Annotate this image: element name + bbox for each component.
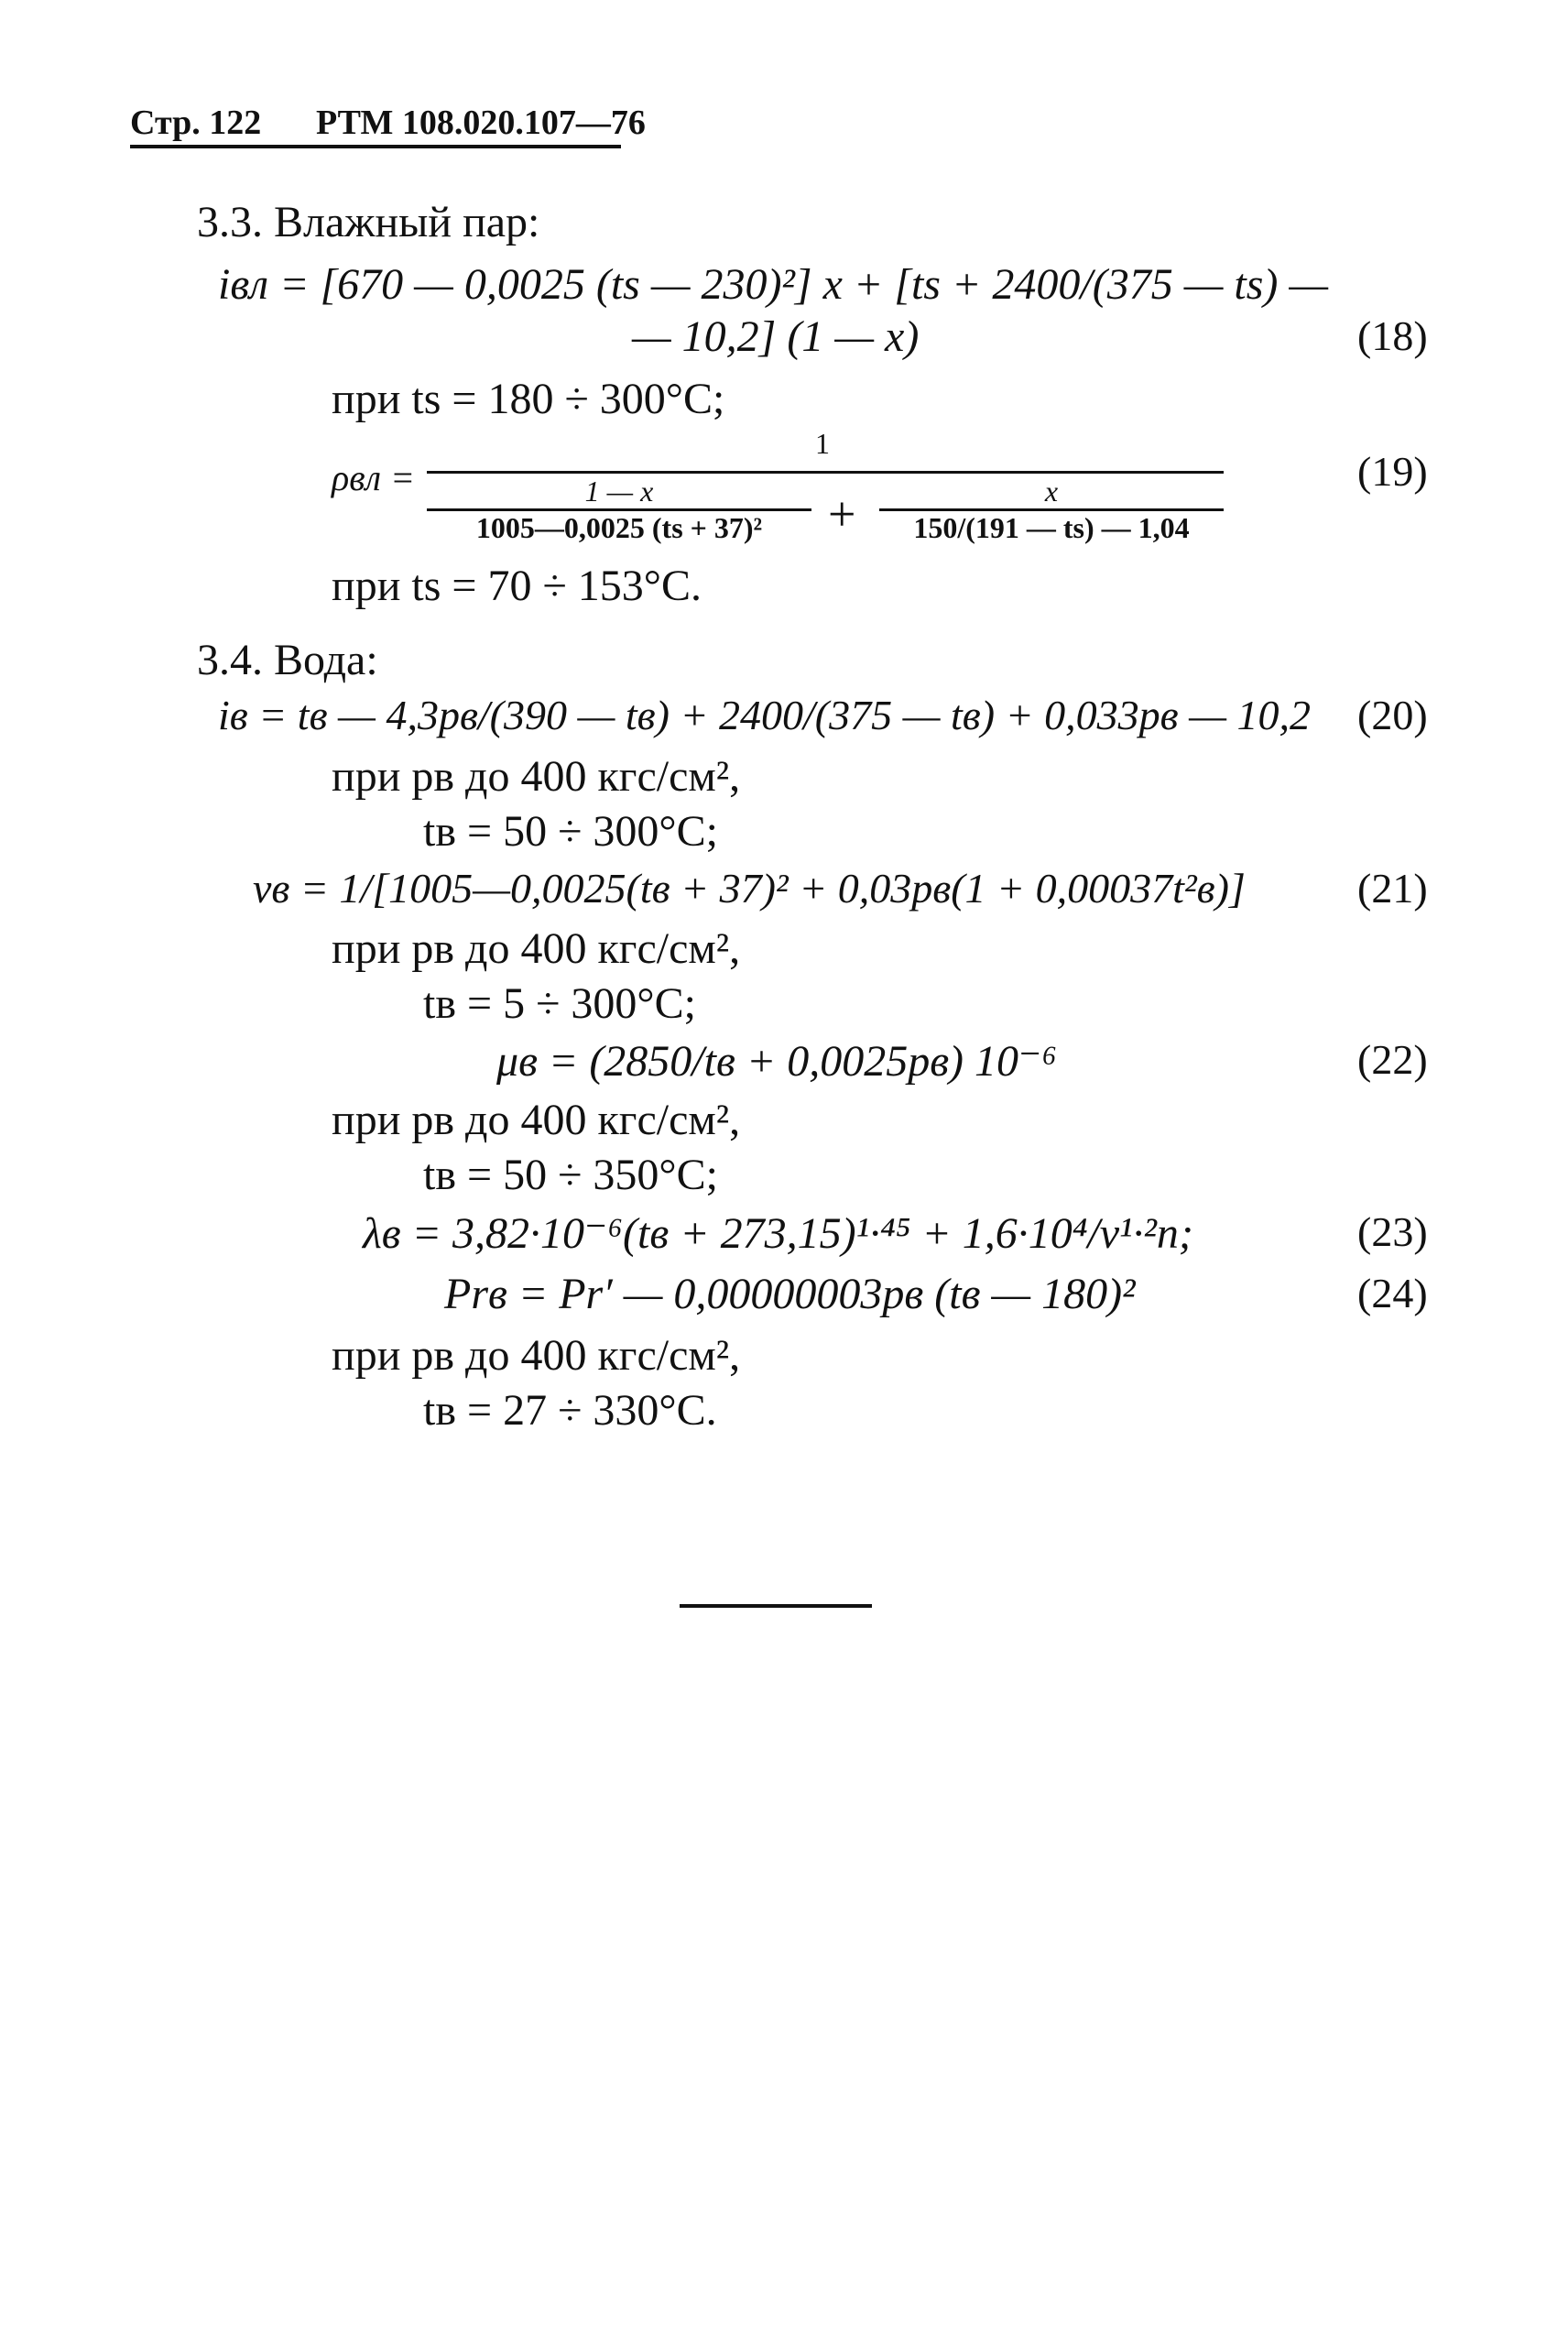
- equation-19-lhs: ρвл =: [332, 457, 415, 498]
- condition-20-pressure: при pв до 400 кгс/см²,: [332, 752, 741, 801]
- equation-22: μв = (2850/tв + 0,0025pв) 10⁻⁶: [496, 1037, 1058, 1086]
- condition-19: при ts = 70 ÷ 153°C.: [332, 562, 702, 610]
- equation-number-19: (19): [1357, 448, 1428, 495]
- end-rule: [680, 1604, 872, 1608]
- condition-22-temperature: tв = 50 ÷ 350°C;: [423, 1151, 718, 1199]
- equation-19-f1-denominator: 1005—0,0025 (ts + 37)²: [475, 511, 763, 544]
- equation-19-plus: +: [828, 486, 856, 541]
- equation-18-line1: iвл = [670 — 0,0025 (ts — 230)²] x + [ts + 2400/(375 — ts) —: [218, 260, 1329, 309]
- equation-19-f1-numerator: 1 — x: [584, 475, 654, 508]
- equation-number-21: (21): [1357, 865, 1428, 912]
- equation-19-fraction-2: [879, 475, 1224, 545]
- page-number: Стр. 122: [130, 104, 262, 142]
- equation-number-23: (23): [1357, 1208, 1428, 1255]
- equation-19-f2-denominator: 150/(191 — ts) — 1,04: [913, 511, 1190, 544]
- condition-18: при ts = 180 ÷ 300°C;: [332, 375, 725, 423]
- equation-number-24: (24): [1357, 1270, 1428, 1316]
- equation-21: vв = 1/[1005—0,0025(tв + 37)² + 0,03pв(1 + 0,00037t²в)]: [253, 865, 1246, 912]
- equation-19-main-bar: [427, 471, 1224, 474]
- section-heading-3-4: 3.4. Вода:: [197, 636, 378, 684]
- document-code: РТМ 108.020.107—76: [316, 104, 646, 142]
- equation-19-fraction-1: [427, 475, 811, 545]
- equation-number-18: (18): [1357, 312, 1428, 359]
- equation-18-line2: — 10,2] (1 — x): [632, 312, 920, 361]
- equation-20: iв = tв — 4,3pв/(390 — tв) + 2400/(375 — tв) + 0,033pв — 10,2: [218, 692, 1311, 738]
- equation-19-f2-numerator: x: [1044, 475, 1059, 508]
- condition-20-temperature: tв = 50 ÷ 300°C;: [423, 807, 718, 856]
- header-rule: [130, 145, 621, 148]
- condition-21-temperature: tв = 5 ÷ 300°C;: [423, 979, 696, 1028]
- equation-23: λв = 3,82·10⁻⁶(tв + 273,15)¹·⁴⁵ + 1,6·10⁴/v¹·²n;: [363, 1209, 1193, 1258]
- equation-number-20: (20): [1357, 692, 1428, 738]
- section-heading-3-3: 3.3. Влажный пар:: [197, 198, 540, 246]
- equation-19-top: 1: [815, 427, 830, 460]
- condition-24-pressure: при pв до 400 кгс/см²,: [332, 1331, 741, 1380]
- condition-24-temperature: tв = 27 ÷ 330°C.: [423, 1386, 717, 1435]
- condition-21-pressure: при pв до 400 кгс/см²,: [332, 924, 741, 973]
- equation-24: Prв = Pr′ — 0,00000003pв (tв — 180)²: [444, 1270, 1136, 1318]
- equation-number-22: (22): [1357, 1036, 1428, 1083]
- condition-22-pressure: при pв до 400 кгс/см²,: [332, 1096, 741, 1144]
